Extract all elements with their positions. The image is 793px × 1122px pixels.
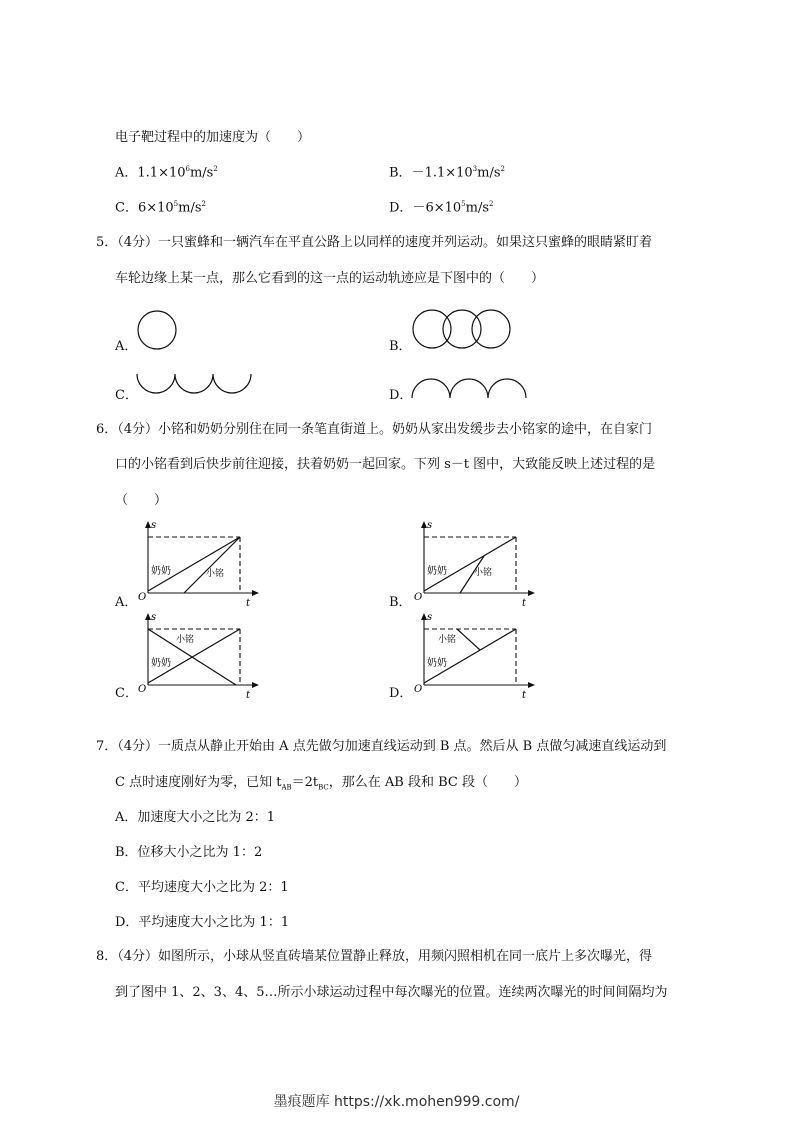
xiaoming-label: 小铭 <box>474 568 493 578</box>
xiaoming-label: 小铭 <box>206 569 225 579</box>
q6-option-b-st-graph <box>412 520 537 610</box>
q8-stem-line1: 8．（4分）如图所示，小球从竖直砖墙某位置静止释放，用频闪照相机在同一底片上多次曝光，得 <box>96 949 653 964</box>
xiaoming-label: 小铭 <box>438 635 457 645</box>
t-axis-label: t <box>246 598 251 609</box>
origin-label: O <box>138 592 147 603</box>
q6-option-d-label[interactable]: D． <box>389 686 413 701</box>
q6-option-a-label[interactable]: A． <box>115 595 138 610</box>
t-axis-label: t <box>246 690 251 701</box>
q5-option-a-label[interactable]: A． <box>115 339 138 354</box>
nainai-label: 奶奶 <box>427 658 447 669</box>
q6-option-a-st-graph <box>136 520 261 610</box>
q5-option-b-label[interactable]: B． <box>389 339 412 354</box>
q7-option-c[interactable]: C．平均速度大小之比为 2：1 <box>115 880 289 895</box>
q5-stem-line1: 5．（4分）一只蜜蜂和一辆汽车在平直公路上以同样的速度并列运动。如果这只蜜蜂的眼睛紧盯着 <box>96 235 653 250</box>
q7-option-a[interactable]: A．加速度大小之比为 2：1 <box>115 810 276 825</box>
s-axis-label: s <box>151 612 157 623</box>
q7-stem-line1: 7．（4分）一质点从静止开始由 A 点先做匀加速直线运动到 B 点。然后从 B 点做匀减速直线运动到 <box>96 739 667 754</box>
s-axis-label: s <box>427 612 433 623</box>
q5-stem-line2: 车轮边缘上某一点，那么它看到的这一点的运动轨迹应是下图中的（ ） <box>115 271 545 286</box>
q7-stem-line2: C 点时速度刚好为零，已知 $t_{AB}=2t_{BC}$，那么在 AB 段和 BC 段（ ） <box>115 775 527 792</box>
q6-stem-line3: （ ） <box>115 493 168 508</box>
q6-option-d-st-graph <box>412 612 537 702</box>
origin-label: O <box>414 592 423 603</box>
origin-label: O <box>414 684 423 695</box>
q5-option-b-overlapping-circles-figure <box>410 308 514 352</box>
q4-option-a[interactable]: A．$1.1\times 10^6m/s^2$ <box>115 165 218 181</box>
q7-option-d[interactable]: D．平均速度大小之比为 1：1 <box>115 915 290 930</box>
q6-option-b-label[interactable]: B． <box>389 595 412 610</box>
nainai-label: 奶奶 <box>151 566 171 577</box>
option-label: C． <box>115 200 138 216</box>
q5-option-a-circle-figure <box>135 310 183 354</box>
q5-option-d-label[interactable]: D． <box>389 388 413 403</box>
q5-option-c-downward-arcs-figure <box>135 370 255 400</box>
origin-label: O <box>138 684 147 695</box>
t-axis-label: t <box>522 598 527 609</box>
q4-option-b[interactable]: B．$-1.1\times 10^3m/s^2$ <box>389 165 505 181</box>
page-footer-watermark: 墨痕题库 https://xk.mohen999.com/ <box>273 1094 520 1110</box>
nainai-label: 奶奶 <box>151 658 171 669</box>
nainai-label: 奶奶 <box>427 566 447 577</box>
option-label: A． <box>115 165 138 181</box>
q6-stem-line1: 6．（4分）小铭和奶奶分别住在同一条笔直街道上。奶奶从家出发缓步去小铭家的途中，在自家门 <box>96 422 653 437</box>
q5-option-c-label[interactable]: C． <box>115 388 138 403</box>
option-label: B． <box>389 165 412 181</box>
option-label: D． <box>389 200 413 216</box>
q4-option-c[interactable]: C．$6\times 10^5m/s^2$ <box>115 200 206 216</box>
t-axis-label: t <box>522 690 527 701</box>
q4-stem-continuation: 电子靶过程中的加速度为（ ） <box>115 130 311 145</box>
q6-option-c-label[interactable]: C． <box>115 686 138 701</box>
q6-option-c-st-graph <box>136 612 261 702</box>
q4-option-d[interactable]: D．$-6\times 10^5m/s^2$ <box>389 200 494 216</box>
s-axis-label: s <box>151 520 157 531</box>
q7-option-b[interactable]: B．位移大小之比为 1：2 <box>115 845 263 860</box>
xiaoming-label: 小铭 <box>176 635 195 645</box>
q8-stem-line2: 到了图中 1、2、3、4、5…所示小球运动过程中每次曝光的位置。连续两次曝光的时间间隔均为 <box>115 985 668 1000</box>
q5-option-d-upward-arcs-figure <box>410 372 532 400</box>
q6-stem-line2: 口的小铭看到后快步前往迎接，扶着奶奶一起回家。下列 s－t 图中，大致能反映上述过程的是 <box>115 457 656 472</box>
s-axis-label: s <box>427 520 433 531</box>
